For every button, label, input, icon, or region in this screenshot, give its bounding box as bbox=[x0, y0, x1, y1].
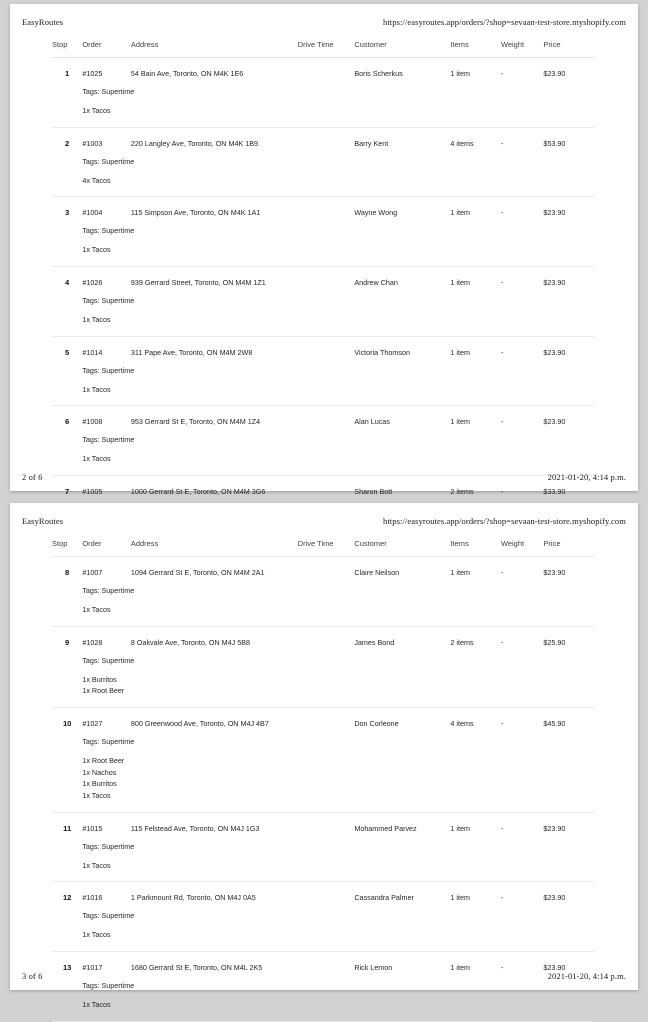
stop-address: 115 Simpson Ave, Toronto, ON M4K 1A1 bbox=[131, 197, 298, 267]
stop-number: 3 bbox=[52, 197, 82, 267]
stop-customer: Wayne Wong bbox=[354, 197, 450, 267]
order-number bbox=[82, 197, 135, 267]
table-header-row bbox=[52, 40, 594, 58]
order-number bbox=[82, 951, 135, 1021]
column-header-weight: Weight bbox=[501, 539, 543, 557]
line-item: 1x Root Beer bbox=[82, 755, 125, 765]
stop-address: 220 Langley Ave, Toronto, ON M4K 1B9 bbox=[131, 127, 298, 197]
stop-customer: Alan Lucas bbox=[354, 406, 450, 476]
stop-drive-time bbox=[298, 557, 355, 627]
stop-number: 7 bbox=[52, 475, 82, 545]
stops-table-header bbox=[52, 40, 594, 58]
table-row[interactable] bbox=[52, 707, 594, 812]
stop-items-count: 4 items bbox=[450, 127, 501, 197]
order-detail-block bbox=[82, 980, 135, 1011]
stop-customer: Don Corleone bbox=[354, 707, 450, 812]
order-number bbox=[82, 557, 135, 627]
column-header-drive-time: Drive Time bbox=[298, 539, 355, 557]
table-row[interactable] bbox=[52, 58, 594, 128]
stop-customer: Rick Lemon bbox=[354, 951, 450, 1021]
stop-number: 2 bbox=[52, 127, 82, 197]
order-number bbox=[82, 812, 135, 882]
page-header bbox=[10, 516, 638, 526]
line-item: 1x Tacos bbox=[82, 790, 111, 800]
stops-table-wrapper bbox=[52, 539, 594, 1022]
column-header-items: Items bbox=[450, 40, 501, 58]
stop-address: 1000 Gerrard St E, Toronto, ON M4M 3G6 bbox=[131, 475, 298, 545]
line-item-list bbox=[82, 674, 131, 697]
table-row[interactable] bbox=[52, 197, 594, 267]
column-header-address: Address bbox=[131, 40, 298, 58]
table-row[interactable] bbox=[52, 626, 594, 707]
stop-number: 13 bbox=[52, 951, 82, 1021]
stop-items-count: 1 item bbox=[450, 336, 501, 406]
stop-address: 939 Gerrard Street, Toronto, ON M4M 1Z1 bbox=[131, 266, 298, 336]
order-detail-block bbox=[82, 365, 135, 396]
line-item: 1x Tacos bbox=[82, 999, 111, 1009]
column-header-price: Price bbox=[543, 40, 594, 58]
stop-customer: Claire Neilson bbox=[354, 557, 450, 627]
line-item-list bbox=[82, 755, 131, 802]
table-row[interactable] bbox=[52, 882, 594, 952]
stop-drive-time bbox=[298, 336, 355, 406]
column-header-order: Order bbox=[82, 40, 131, 58]
stop-customer: James Bond bbox=[354, 626, 450, 707]
stops-table-wrapper bbox=[52, 40, 594, 546]
column-header-stop: Stop bbox=[52, 40, 82, 58]
stops-table bbox=[52, 539, 594, 1022]
stop-address: 8 Oakvale Ave, Toronto, ON M4J 5B8 bbox=[131, 626, 298, 707]
print-timestamp: 2021-01-20, 4:14 p.m. bbox=[547, 971, 626, 981]
stop-weight: - bbox=[501, 58, 543, 128]
stop-drive-time bbox=[298, 127, 355, 197]
column-header-customer: Customer bbox=[354, 539, 450, 557]
stop-price: $23.90 bbox=[543, 336, 594, 406]
line-item-list bbox=[82, 929, 131, 941]
line-item: 1x Burritos bbox=[82, 779, 117, 789]
order-detail-block bbox=[82, 156, 135, 187]
printed-page bbox=[10, 4, 638, 496]
stop-number: 5 bbox=[52, 336, 82, 406]
stop-number: 6 bbox=[52, 406, 82, 476]
line-item: 1x Nachos bbox=[82, 767, 117, 777]
order-number-label[interactable]: #1016 bbox=[82, 893, 103, 903]
source-url: https://easyroutes.app/orders/?shop=sevaan-test-store.myshopify.com bbox=[383, 516, 626, 526]
stop-customer: Andrew Chan bbox=[354, 266, 450, 336]
stop-price: $45.90 bbox=[543, 707, 594, 812]
stop-items-count: 4 items bbox=[450, 707, 501, 812]
stop-weight: - bbox=[501, 951, 543, 1021]
line-item: 1x Tacos bbox=[82, 314, 111, 324]
page-header bbox=[10, 17, 638, 27]
stop-address: 54 Bain Ave, Toronto, ON M4K 1E6 bbox=[131, 58, 298, 128]
column-header-address: Address bbox=[131, 539, 298, 557]
table-row[interactable] bbox=[52, 951, 594, 1021]
line-item: 1x Burritos bbox=[82, 674, 117, 684]
order-tags: Tags: Supertime bbox=[82, 655, 135, 665]
stops-table-header bbox=[52, 539, 594, 557]
order-detail-block bbox=[82, 226, 135, 256]
stop-drive-time bbox=[298, 197, 355, 267]
order-detail-block bbox=[82, 435, 135, 465]
stop-address: 800 Greenwood Ave, Toronto, ON M4J 4B7 bbox=[131, 707, 298, 812]
column-header-order: Order bbox=[82, 539, 131, 557]
order-number-label[interactable]: #1008 bbox=[82, 417, 103, 427]
order-number bbox=[82, 336, 135, 406]
order-tags: Tags: Supertime bbox=[82, 226, 135, 236]
order-number bbox=[82, 882, 135, 952]
stop-number: 10 bbox=[52, 707, 82, 812]
stop-address: 953 Gerrard St E, Toronto, ON M4M 1Z4 bbox=[131, 406, 298, 476]
printed-pages-container bbox=[10, 4, 638, 1009]
line-item-list bbox=[82, 604, 131, 616]
line-item: 1x Tacos bbox=[82, 930, 111, 940]
order-number bbox=[82, 406, 135, 476]
order-tags: Tags: Supertime bbox=[82, 841, 135, 851]
line-item: 1x Tacos bbox=[82, 860, 111, 870]
order-number bbox=[82, 707, 135, 812]
order-number-label[interactable]: #1025 bbox=[82, 69, 103, 78]
stop-weight: - bbox=[501, 127, 543, 197]
order-number-label[interactable]: #1014 bbox=[82, 347, 103, 357]
order-number-label[interactable]: #1017 bbox=[82, 962, 103, 972]
stop-weight: - bbox=[501, 882, 543, 952]
order-detail-block bbox=[82, 736, 135, 802]
stop-weight: - bbox=[501, 197, 543, 267]
stops-table-body bbox=[52, 557, 594, 1022]
table-row[interactable] bbox=[52, 406, 594, 476]
order-detail-block bbox=[82, 655, 135, 697]
page-footer bbox=[10, 472, 638, 482]
stop-number: 11 bbox=[52, 812, 82, 882]
stop-number: 1 bbox=[52, 58, 82, 128]
stop-drive-time bbox=[298, 882, 355, 952]
line-item: 1x Tacos bbox=[82, 605, 111, 614]
stop-price: $23.90 bbox=[543, 951, 594, 1021]
line-item: 1x Tacos bbox=[82, 106, 111, 115]
order-detail-block bbox=[82, 295, 135, 326]
stop-drive-time bbox=[298, 812, 355, 882]
stop-price: $23.90 bbox=[543, 406, 594, 476]
line-item-list bbox=[82, 453, 131, 465]
stop-customer: Boris Scherkus bbox=[354, 58, 450, 128]
stops-table bbox=[52, 40, 594, 546]
stop-price: $23.90 bbox=[543, 812, 594, 882]
order-detail-block bbox=[82, 586, 135, 616]
table-row[interactable] bbox=[52, 266, 594, 336]
stop-address: 1 Parkmount Rd, Toronto, ON M4J 0A5 bbox=[131, 882, 298, 952]
line-item: 4x Tacos bbox=[82, 175, 111, 185]
stop-items-count: 1 item bbox=[450, 197, 501, 267]
stop-items-count: 1 item bbox=[450, 882, 501, 952]
order-number-label[interactable]: #1007 bbox=[82, 568, 103, 577]
line-item-list bbox=[82, 175, 131, 187]
stop-items-count: 1 item bbox=[450, 557, 501, 627]
order-tags: Tags: Supertime bbox=[82, 911, 135, 921]
stop-drive-time bbox=[298, 406, 355, 476]
stop-items-count: 2 items bbox=[450, 626, 501, 707]
source-url: https://easyroutes.app/orders/?shop=sevaan-test-store.myshopify.com bbox=[383, 17, 626, 27]
stop-drive-time bbox=[298, 951, 355, 1021]
order-number-label[interactable]: #1005 bbox=[82, 486, 103, 496]
order-number-label[interactable]: #1026 bbox=[82, 277, 103, 287]
line-item: 1x Tacos bbox=[82, 245, 111, 255]
order-tags: Tags: Supertime bbox=[82, 980, 135, 990]
stop-price: $23.90 bbox=[543, 58, 594, 128]
stop-weight: - bbox=[501, 557, 543, 627]
column-header-stop: Stop bbox=[52, 539, 82, 557]
stop-address: 1094 Gerrard St E, Toronto, ON M4M 2A1 bbox=[131, 557, 298, 627]
order-number-label[interactable]: #1027 bbox=[82, 718, 103, 728]
order-number-label[interactable]: #1004 bbox=[82, 208, 103, 218]
order-number bbox=[82, 266, 135, 336]
order-tags: Tags: Supertime bbox=[82, 365, 135, 375]
order-number bbox=[82, 58, 135, 128]
order-detail-block bbox=[82, 911, 135, 941]
line-item-list bbox=[82, 244, 131, 256]
stop-price: $33.90 bbox=[543, 475, 594, 545]
stop-items-count: 1 item bbox=[450, 266, 501, 336]
order-number-label[interactable]: #1028 bbox=[82, 637, 103, 647]
stop-number: 8 bbox=[52, 557, 82, 627]
stop-items-count: 1 item bbox=[450, 58, 501, 128]
stop-customer: Sharon Bott bbox=[354, 475, 450, 545]
stop-items-count: 1 item bbox=[450, 951, 501, 1021]
table-row[interactable] bbox=[52, 557, 594, 627]
column-header-customer: Customer bbox=[354, 40, 450, 58]
stop-price: $53.90 bbox=[543, 127, 594, 197]
stop-customer: Cassandra Palmer bbox=[354, 882, 450, 952]
line-item-list bbox=[82, 384, 131, 396]
stop-number: 9 bbox=[52, 626, 82, 707]
stop-customer: Mohammed Parvez bbox=[354, 812, 450, 882]
order-tags: Tags: Supertime bbox=[82, 435, 135, 445]
order-number bbox=[82, 626, 135, 707]
stop-weight: - bbox=[501, 266, 543, 336]
line-item: 1x Root Beer bbox=[82, 686, 125, 696]
page-number: 2 of 6 bbox=[22, 472, 43, 482]
stop-weight: - bbox=[501, 336, 543, 406]
table-row[interactable] bbox=[52, 127, 594, 197]
stop-address: 115 Felstead Ave, Toronto, ON M4J 1G3 bbox=[131, 812, 298, 882]
column-header-items: Items bbox=[450, 539, 501, 557]
column-header-price: Price bbox=[543, 539, 594, 557]
brand-label: EasyRoutes bbox=[22, 17, 64, 27]
stop-drive-time bbox=[298, 626, 355, 707]
stop-address: 311 Pape Ave, Toronto, ON M4M 2W8 bbox=[131, 336, 298, 406]
stop-address: 1680 Gerrard St E, Toronto, ON M4L 2K5 bbox=[131, 951, 298, 1021]
order-number-label[interactable]: #1003 bbox=[82, 138, 103, 148]
line-item-list bbox=[82, 860, 131, 872]
line-item: 1x Tacos bbox=[82, 454, 111, 464]
stop-price: $25.90 bbox=[543, 626, 594, 707]
brand-label: EasyRoutes bbox=[22, 516, 64, 526]
line-item: 1x Tacos bbox=[82, 384, 111, 394]
order-tags: Tags: Supertime bbox=[82, 156, 135, 166]
stop-items-count: 2 items bbox=[450, 475, 501, 545]
order-tags: Tags: Supertime bbox=[82, 586, 135, 595]
table-header-row bbox=[52, 539, 594, 557]
order-tags: Tags: Supertime bbox=[82, 295, 135, 305]
stop-drive-time bbox=[298, 266, 355, 336]
stop-price: $23.90 bbox=[543, 197, 594, 267]
page-footer bbox=[10, 971, 638, 981]
stop-drive-time bbox=[298, 707, 355, 812]
stop-customer: Barry Kent bbox=[354, 127, 450, 197]
stop-customer: Victoria Thomson bbox=[354, 336, 450, 406]
stop-items-count: 1 item bbox=[450, 406, 501, 476]
order-detail-block bbox=[82, 841, 135, 872]
stop-weight: - bbox=[501, 406, 543, 476]
stop-weight: - bbox=[501, 812, 543, 882]
stop-number: 12 bbox=[52, 882, 82, 952]
order-number-label[interactable]: #1015 bbox=[82, 823, 103, 833]
line-item-list bbox=[82, 105, 131, 117]
page-number: 3 of 6 bbox=[22, 971, 43, 981]
stop-weight: - bbox=[501, 626, 543, 707]
print-timestamp: 2021-01-20, 4:14 p.m. bbox=[547, 472, 626, 482]
table-row[interactable] bbox=[52, 812, 594, 882]
printed-page bbox=[10, 503, 638, 1009]
stop-drive-time bbox=[298, 58, 355, 128]
stop-price: $23.90 bbox=[543, 882, 594, 952]
line-item-list bbox=[82, 999, 131, 1011]
stop-items-count: 1 item bbox=[450, 812, 501, 882]
line-item-list bbox=[82, 314, 131, 326]
order-detail-block bbox=[82, 87, 135, 117]
order-tags: Tags: Supertime bbox=[82, 736, 135, 746]
column-header-weight: Weight bbox=[501, 40, 543, 58]
stop-price: $23.90 bbox=[543, 266, 594, 336]
stop-number: 4 bbox=[52, 266, 82, 336]
order-number bbox=[82, 127, 135, 197]
table-row[interactable] bbox=[52, 336, 594, 406]
order-tags: Tags: Supertime bbox=[82, 87, 135, 96]
column-header-drive-time: Drive Time bbox=[298, 40, 355, 58]
stop-weight: - bbox=[501, 475, 543, 545]
stop-weight: - bbox=[501, 707, 543, 812]
stop-price: $23.90 bbox=[543, 557, 594, 627]
